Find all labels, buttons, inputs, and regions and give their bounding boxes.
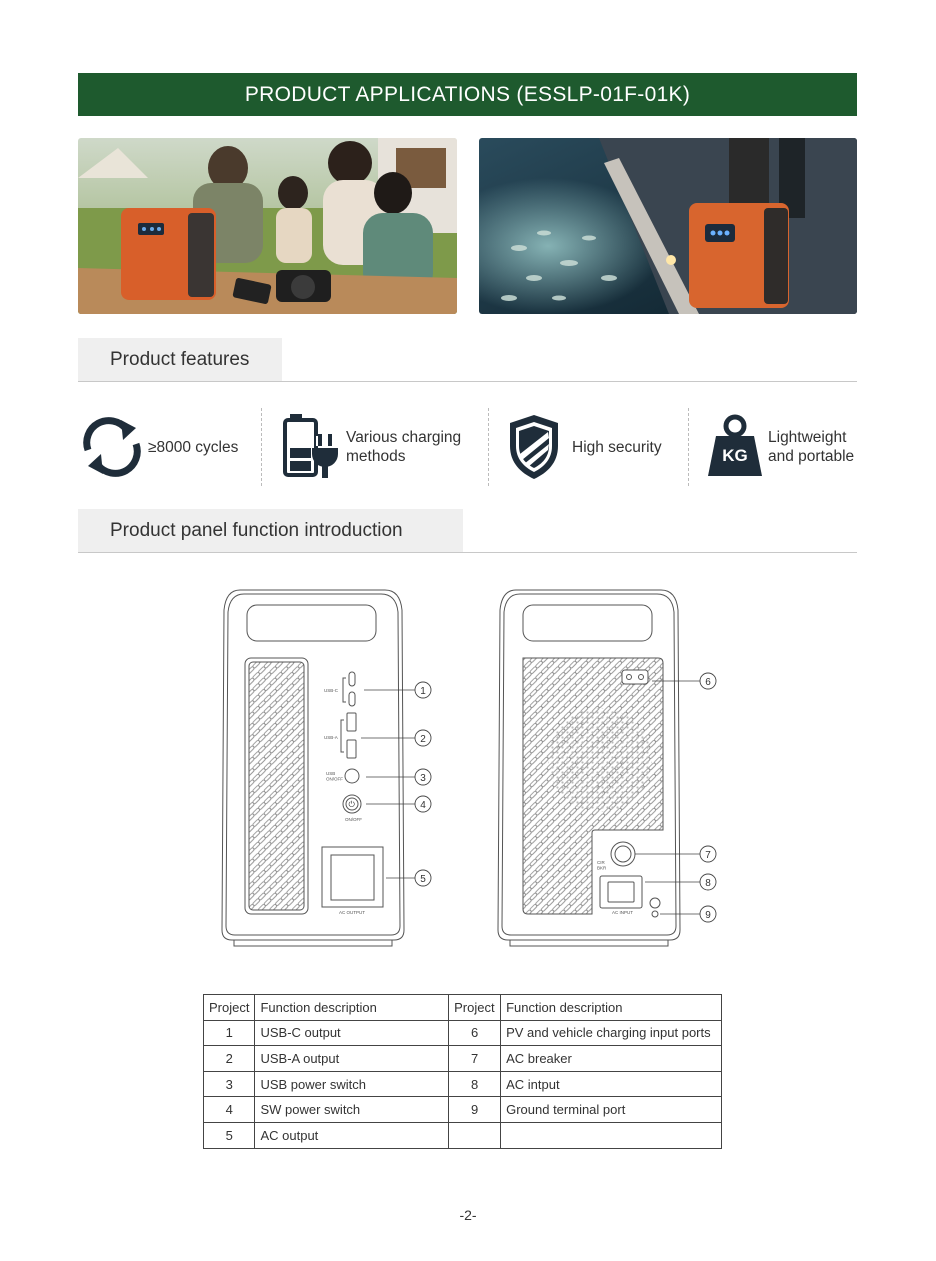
ac-output-label: AC OUTPUT <box>339 910 366 915</box>
feature-charging <box>282 408 492 486</box>
features-row <box>78 408 857 486</box>
function-table <box>203 994 722 1149</box>
front-panel-drawing <box>222 590 404 946</box>
battery-plug-icon <box>282 412 346 482</box>
table-header-cell: Function description <box>501 995 722 1021</box>
usb-switch-label: USB ON/OFF <box>326 771 343 782</box>
usb-c-label: USB-C <box>324 688 339 693</box>
table-cell: 6 <box>449 1020 501 1046</box>
table-row <box>204 1071 722 1097</box>
feature-divider <box>688 408 689 486</box>
callout-5: 5 <box>420 874 426 885</box>
table-cell: 4 <box>204 1097 255 1123</box>
table-header-cell: Project <box>204 995 255 1021</box>
callout-9: 9 <box>705 910 711 921</box>
table-row <box>204 1020 722 1046</box>
table-cell: USB-A output <box>255 1046 449 1072</box>
feature-label: Lightweight and portable <box>768 429 855 465</box>
callout-6: 6 <box>705 677 711 688</box>
feature-label: ≥8000 cycles <box>148 438 239 456</box>
table-header-cell: Project <box>449 995 501 1021</box>
table-row <box>204 1122 722 1148</box>
ac-input-label: AC INPUT <box>612 910 634 915</box>
section-header-panel-intro <box>78 509 857 553</box>
feature-portable <box>706 408 857 486</box>
cycle-arrows-icon <box>78 412 148 482</box>
feature-divider <box>261 408 262 486</box>
weight-badge: KG <box>722 446 748 465</box>
table-cell: SW power switch <box>255 1097 449 1123</box>
feature-security <box>506 408 696 486</box>
table-header-row <box>204 995 722 1021</box>
table-header-cell: Function description <box>255 995 449 1021</box>
table-cell: 3 <box>204 1071 255 1097</box>
table-cell <box>501 1122 722 1148</box>
feature-divider <box>488 408 489 486</box>
shield-icon <box>506 412 572 482</box>
feature-label: Various charging methods <box>346 429 462 465</box>
table-cell: 5 <box>204 1122 255 1148</box>
table-cell: 2 <box>204 1046 255 1072</box>
photo-fishing-boat <box>479 138 857 314</box>
table-cell: PV and vehicle charging input ports <box>501 1020 722 1046</box>
table-row <box>204 1097 722 1123</box>
section-title: Product panel function introduction <box>78 509 463 552</box>
table-cell: 9 <box>449 1097 501 1123</box>
table-cell: USB power switch <box>255 1071 449 1097</box>
feature-cycles <box>78 408 258 486</box>
callout-8: 8 <box>705 878 711 889</box>
callout-3: 3 <box>420 773 426 784</box>
table-cell: Ground terminal port <box>501 1097 722 1123</box>
table-cell: AC breaker <box>501 1046 722 1072</box>
callout-2: 2 <box>420 734 426 745</box>
photo-camping-family <box>78 138 457 314</box>
breaker-label: CIR BKR <box>597 860 607 871</box>
page-number: -2- <box>459 1207 477 1223</box>
section-title: Product features <box>78 338 282 381</box>
usb-a-label: USB-A <box>324 735 338 740</box>
table-cell: 7 <box>449 1046 501 1072</box>
panel-diagram <box>200 580 740 960</box>
back-panel-drawing <box>498 590 680 946</box>
table-cell <box>449 1122 501 1148</box>
callout-7: 7 <box>705 850 711 861</box>
page-banner: PRODUCT APPLICATIONS (ESSLP-01F-01K) <box>78 73 857 116</box>
weight-kg-icon <box>706 412 768 482</box>
table-cell: USB-C output <box>255 1020 449 1046</box>
table-cell: AC intput <box>501 1071 722 1097</box>
callout-1: 1 <box>420 686 426 697</box>
power-symbol-icon: ⏻ <box>348 800 355 809</box>
section-header-product-features <box>78 338 857 382</box>
table-cell: AC output <box>255 1122 449 1148</box>
table-cell: 1 <box>204 1020 255 1046</box>
feature-label: High security <box>572 438 662 456</box>
table-row <box>204 1046 722 1072</box>
table-cell: 8 <box>449 1071 501 1097</box>
callout-4: 4 <box>420 800 426 811</box>
power-switch-label: ON/OFF <box>345 817 362 822</box>
